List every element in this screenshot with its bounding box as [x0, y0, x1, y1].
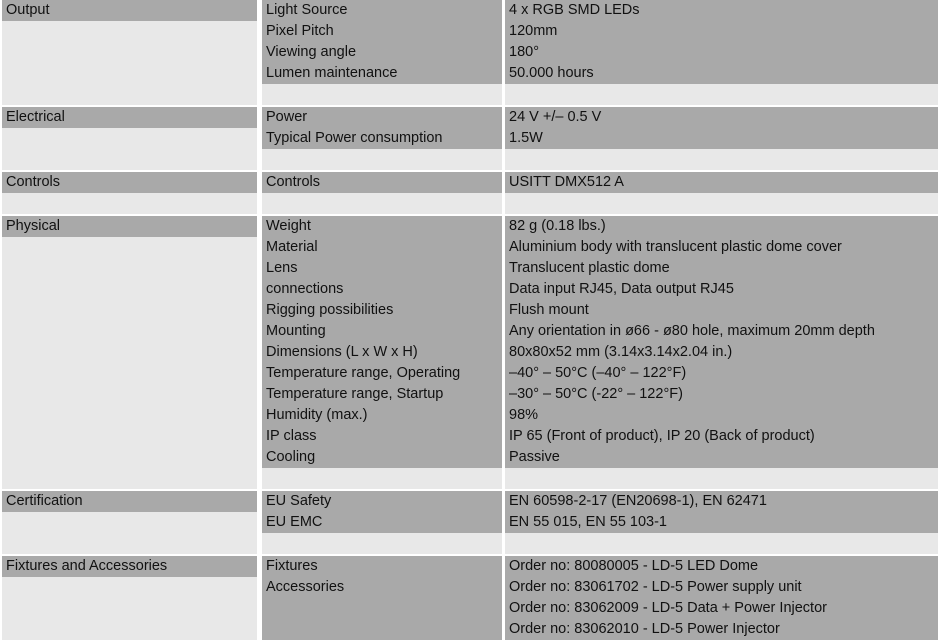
spec-label: Lens: [262, 258, 502, 279]
spec-label: Rigging possibilities: [262, 300, 502, 321]
spec-label: Lumen maintenance: [262, 63, 502, 84]
section-fixtures-and-accessories: [2, 556, 257, 640]
spec-label: Temperature range, Operating: [262, 363, 502, 384]
spec-value: Passive: [505, 447, 938, 468]
section-spacer: [262, 193, 502, 214]
category-fill: [2, 128, 257, 170]
section-spacer: [262, 84, 502, 105]
spec-label: Material: [262, 237, 502, 258]
spec-label: IP class: [262, 426, 502, 447]
spec-label: EU Safety: [262, 491, 502, 512]
section-certification: [2, 491, 257, 554]
spec-value: 24 V +/– 0.5 V: [505, 107, 938, 128]
category-fill: [2, 237, 257, 489]
spec-value: Aluminium body with translucent plastic dome cover: [505, 237, 938, 258]
spec-value: 50.000 hours: [505, 63, 938, 84]
section-spacer: [505, 193, 938, 214]
spec-label: Fixtures: [262, 556, 502, 577]
spec-value: USITT DMX512 A: [505, 172, 938, 193]
spec-value: 98%: [505, 405, 938, 426]
section-values: [505, 216, 938, 489]
value-column: [505, 0, 938, 640]
spec-label: Accessories: [262, 577, 502, 598]
spec-value: Any orientation in ø66 - ø80 hole, maximum 20mm depth: [505, 321, 938, 342]
spec-value: 80x80x52 mm (3.14x3.14x2.04 in.): [505, 342, 938, 363]
category-title: Output: [2, 0, 257, 21]
section-physical: [2, 216, 257, 489]
section-electrical: [2, 107, 257, 170]
spec-value: Order no: 83061702 - LD-5 Power supply unit: [505, 577, 938, 598]
category-title: Fixtures and Accessories: [2, 556, 257, 577]
section-labels: [262, 216, 502, 489]
spec-value: Order no: 80080005 - LD-5 LED Dome: [505, 556, 938, 577]
section-spacer: [262, 468, 502, 489]
category-fill: [2, 21, 257, 105]
section-labels: [262, 107, 502, 170]
category-title: Physical: [2, 216, 257, 237]
spec-value: 82 g (0.18 lbs.): [505, 216, 938, 237]
spec-label: Humidity (max.): [262, 405, 502, 426]
spec-label: connections: [262, 279, 502, 300]
spec-label: Viewing angle: [262, 42, 502, 63]
category-fill: [2, 512, 257, 554]
spec-value: Order no: 83062009 - LD-5 Data + Power Injector: [505, 598, 938, 619]
section-values: [505, 172, 938, 214]
spec-label: Cooling: [262, 447, 502, 468]
spec-value: Data input RJ45, Data output RJ45: [505, 279, 938, 300]
spec-label: Mounting: [262, 321, 502, 342]
category-fill: [2, 193, 257, 214]
section-spacer: [262, 149, 502, 170]
spec-label: EU EMC: [262, 512, 502, 533]
spec-label: [262, 598, 502, 619]
spec-value: 180°: [505, 42, 938, 63]
spec-label: Weight: [262, 216, 502, 237]
spec-label: Pixel Pitch: [262, 21, 502, 42]
category-column: [2, 0, 257, 640]
section-values: [505, 556, 938, 640]
category-title: Controls: [2, 172, 257, 193]
section-values: [505, 0, 938, 105]
spec-label: Typical Power consumption: [262, 128, 502, 149]
spec-value: Flush mount: [505, 300, 938, 321]
spec-value: Translucent plastic dome: [505, 258, 938, 279]
spec-value: IP 65 (Front of product), IP 20 (Back of product): [505, 426, 938, 447]
spec-value: 120mm: [505, 21, 938, 42]
section-spacer: [262, 533, 502, 554]
section-spacer: [505, 149, 938, 170]
section-values: [505, 107, 938, 170]
section-labels: [262, 172, 502, 214]
spec-label: Power: [262, 107, 502, 128]
spec-value: Order no: 83062010 - LD-5 Power Injector: [505, 619, 938, 640]
spec-label: Controls: [262, 172, 502, 193]
section-spacer: [505, 533, 938, 554]
spec-label: Temperature range, Startup: [262, 384, 502, 405]
spec-value: –30° – 50°C (-22° – 122°F): [505, 384, 938, 405]
section-labels: [262, 556, 502, 640]
section-spacer: [505, 468, 938, 489]
section-values: [505, 491, 938, 554]
section-labels: [262, 0, 502, 105]
section-labels: [262, 491, 502, 554]
category-title: Certification: [2, 491, 257, 512]
category-title: Electrical: [2, 107, 257, 128]
spec-label: Dimensions (L x W x H): [262, 342, 502, 363]
spec-label: Light Source: [262, 0, 502, 21]
section-spacer: [505, 84, 938, 105]
spec-value: EN 60598-2-17 (EN20698-1), EN 62471: [505, 491, 938, 512]
spec-value: EN 55 015, EN 55 103-1: [505, 512, 938, 533]
category-fill: [2, 577, 257, 640]
label-column: [262, 0, 502, 640]
spec-value: 1.5W: [505, 128, 938, 149]
section-controls: [2, 172, 257, 214]
section-output: [2, 0, 257, 105]
spec-value: 4 x RGB SMD LEDs: [505, 0, 938, 21]
spec-value: –40° – 50°C (–40° – 122°F): [505, 363, 938, 384]
